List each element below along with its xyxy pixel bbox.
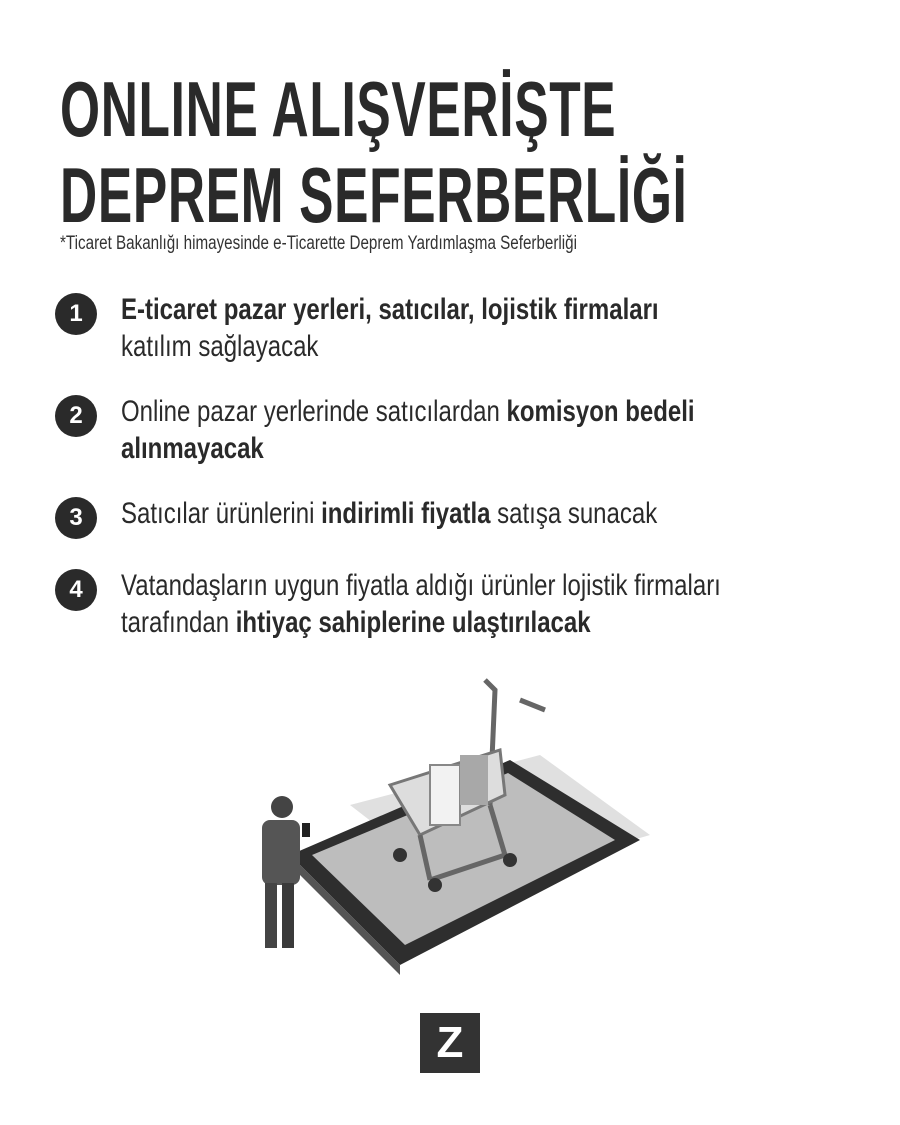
item-text: satışa sunacak (490, 497, 658, 530)
title-line-2: DEPREM SEFERBERLİĞİ (60, 151, 688, 239)
item-text-bold: alınmayacak (121, 432, 264, 465)
item-text-bold: komisyon bedeli (506, 395, 695, 428)
item-text: katılım sağlayacak (121, 330, 319, 363)
item-text-bold: E-ticaret pazar yerleri, satıcılar, lojistik firmaları (121, 293, 659, 326)
item-text: Satıcılar ürünlerini (121, 497, 322, 530)
title-line-1: ONLINE ALIŞVERİŞTE (60, 65, 617, 153)
number-badge: 2 (55, 395, 97, 437)
item-text: tarafından (121, 606, 236, 639)
number-badge: 3 (55, 497, 97, 539)
number-badge: 4 (55, 569, 97, 611)
item-text: Vatandaşların uygun fiyatla aldığı ürünler lojistik firmaları (121, 569, 721, 602)
brand-logo: Z (420, 1013, 480, 1073)
item-text: Online pazar yerlerinde satıcılardan (121, 395, 507, 428)
shopping-cart-phone-illustration (240, 665, 660, 985)
number-badge: 1 (55, 293, 97, 335)
page-title (60, 66, 688, 238)
item-text-bold: indirimli fiyatla (321, 497, 491, 530)
item-text-bold: ihtiyaç sahiplerine ulaştırılacak (235, 606, 591, 639)
subtitle: *Ticaret Bakanlığı himayesinde e-Ticarette Deprem Yardımlaşma Seferberliği (60, 233, 578, 254)
